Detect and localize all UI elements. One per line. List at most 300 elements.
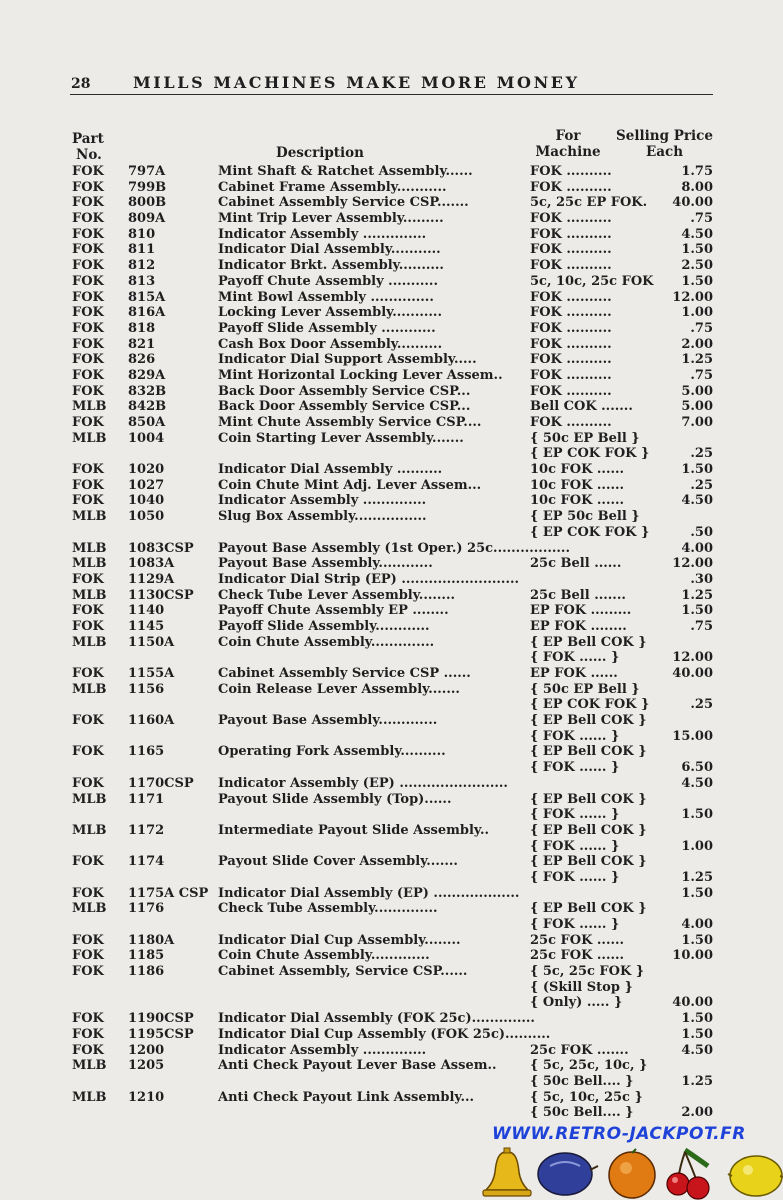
selling-price: .25 xyxy=(690,477,713,493)
table-row xyxy=(0,384,783,400)
part-number: 811 xyxy=(128,242,156,258)
machine: { EP Bell COK } xyxy=(530,854,647,870)
machine-header-line2: Machine xyxy=(535,144,601,160)
part-prefix: FOK xyxy=(72,854,104,870)
selling-price: 1.50 xyxy=(681,932,713,948)
table-row xyxy=(0,682,783,698)
part-description: Mint Horizontal Locking Lever Assem.. xyxy=(218,367,503,383)
part-number: 813 xyxy=(128,273,156,289)
part-description: Coin Chute Assembly............. xyxy=(218,948,430,964)
table-row xyxy=(0,321,783,337)
part-number: 821 xyxy=(128,336,156,352)
part-prefix: FOK xyxy=(72,775,104,791)
table-row xyxy=(0,603,783,619)
part-number: 1155A xyxy=(128,666,175,681)
machine: { Only) ..... } xyxy=(530,995,623,1011)
table-row xyxy=(0,823,783,839)
selling-price: 1.50 xyxy=(681,462,713,478)
table-row xyxy=(0,211,783,227)
machine: 5c, 25c EP FOK. xyxy=(530,195,648,211)
part-prefix: FOK xyxy=(72,383,104,399)
part-description: Coin Release Lever Assembly....... xyxy=(218,681,460,697)
part-description: Indicator Dial Support Assembly..... xyxy=(218,352,477,368)
part-number: 797A xyxy=(128,164,166,179)
part-description: Cabinet Assembly, Service CSP...... xyxy=(218,964,468,980)
selling-price: 12.00 xyxy=(672,650,713,666)
part-number: 1145 xyxy=(128,618,165,634)
part-number: 1020 xyxy=(128,462,165,478)
machine: 25c FOK ....... xyxy=(530,1042,629,1058)
machine: { 5c, 25c FOK } xyxy=(530,964,645,980)
part-number: 1165 xyxy=(128,744,165,760)
part-number: 1150A xyxy=(128,634,175,650)
table-row xyxy=(0,227,783,243)
part-number: 1174 xyxy=(128,854,165,870)
table-row xyxy=(0,462,783,478)
part-description: Coin Chute Assembly.............. xyxy=(218,634,435,650)
table-row xyxy=(0,713,783,729)
header-rule xyxy=(70,94,713,95)
part-description: Indicator Assembly (EP) ........................ xyxy=(218,775,508,791)
part-number: 850A xyxy=(128,415,166,430)
part-prefix: FOK xyxy=(72,462,104,478)
machine: FOK .......... xyxy=(530,179,612,195)
part-prefix: FOK xyxy=(72,320,104,336)
machine: { 50c EP Bell } xyxy=(530,681,640,697)
part-description: Payout Base Assembly............ xyxy=(218,556,433,572)
machine: { FOK ...... } xyxy=(530,869,620,885)
table-row xyxy=(0,195,783,211)
selling-price: .75 xyxy=(690,367,713,383)
table-row xyxy=(0,352,783,368)
table-row xyxy=(0,870,783,886)
selling-price: .75 xyxy=(690,320,713,336)
machine: { EP COK FOK } xyxy=(530,524,650,540)
selling-price: 4.00 xyxy=(681,917,713,932)
machine-header-line1: For xyxy=(555,128,581,144)
selling-price: 6.50 xyxy=(681,760,713,776)
part-prefix: FOK xyxy=(72,603,104,619)
machine: 10c FOK ...... xyxy=(530,493,625,509)
part-description: Indicator Brkt. Assembly.......... xyxy=(218,258,444,274)
part-prefix: MLB xyxy=(72,681,107,697)
machine: { EP Bell COK } xyxy=(530,713,647,729)
selling-price: 15.00 xyxy=(672,728,713,744)
selling-price: 2.50 xyxy=(681,258,713,274)
table-row xyxy=(0,886,783,902)
part-prefix: FOK xyxy=(72,211,104,227)
part-description: Payout Slide Assembly (Top)...... xyxy=(218,791,452,807)
table-row xyxy=(0,242,783,258)
part-number: 1160A xyxy=(128,713,175,729)
machine: { EP COK FOK } xyxy=(530,446,650,462)
machine: FOK .......... xyxy=(530,352,612,368)
part-number: 1190CSP xyxy=(128,1011,194,1027)
part-description: Indicator Dial Assembly........... xyxy=(218,242,441,258)
bell-icon xyxy=(483,1148,531,1196)
part-prefix: MLB xyxy=(72,399,107,415)
selling-price: 4.00 xyxy=(681,540,713,556)
part-prefix: MLB xyxy=(72,540,107,556)
machine: 10c FOK ...... xyxy=(530,462,625,478)
selling-price: 1.50 xyxy=(681,273,713,289)
machine: EP FOK ......... xyxy=(530,603,632,619)
part-prefix: FOK xyxy=(72,1026,104,1042)
part-prefix: MLB xyxy=(72,634,107,650)
selling-price: .30 xyxy=(690,571,713,587)
part-header-line2: No. xyxy=(76,147,102,163)
part-description: Anti Check Payout Link Assembly... xyxy=(218,1089,475,1105)
machine: 10c FOK ...... xyxy=(530,477,625,493)
table-row xyxy=(0,431,783,447)
selling-price: 5.00 xyxy=(681,383,713,399)
table-row xyxy=(0,556,783,572)
selling-price: 7.00 xyxy=(681,415,713,430)
table-row xyxy=(0,760,783,776)
machine: { FOK ...... } xyxy=(530,917,620,932)
machine: 25c Bell ...... xyxy=(530,556,622,572)
selling-price: 1.50 xyxy=(681,885,713,901)
part-prefix: MLB xyxy=(72,822,107,838)
part-number: 809A xyxy=(128,211,166,227)
lemon-icon xyxy=(728,1156,783,1196)
part-description: Indicator Dial Cup Assembly (FOK 25c).......... xyxy=(218,1026,551,1042)
part-number: 1083CSP xyxy=(128,540,194,556)
table-row xyxy=(0,164,783,180)
part-description: Intermediate Payout Slide Assembly.. xyxy=(218,822,490,838)
part-number: 800B xyxy=(128,195,167,211)
part-description: Cabinet Assembly Service CSP ...... xyxy=(218,666,471,681)
part-description: Indicator Assembly .............. xyxy=(218,1042,427,1058)
table-row xyxy=(0,1043,783,1059)
table-row xyxy=(0,697,783,713)
part-number: 1004 xyxy=(128,430,165,446)
part-number: 1195CSP xyxy=(128,1026,194,1042)
table-row xyxy=(0,948,783,964)
page-title: MILLS MACHINES MAKE MORE MONEY xyxy=(133,73,580,92)
part-number: 829A xyxy=(128,367,166,383)
selling-price: 1.50 xyxy=(681,1026,713,1042)
selling-price: 8.00 xyxy=(681,179,713,195)
part-number: 1186 xyxy=(128,964,165,980)
table-row xyxy=(0,729,783,745)
machine: { (Skill Stop } xyxy=(530,979,633,995)
machine: 25c FOK ...... xyxy=(530,948,625,964)
part-description: Indicator Dial Cup Assembly........ xyxy=(218,932,461,948)
machine: 5c, 10c, 25c FOK xyxy=(530,273,654,289)
selling-price: 4.50 xyxy=(681,226,713,242)
column-header-price xyxy=(612,128,717,160)
page-number: 28 xyxy=(71,76,91,92)
orange-icon xyxy=(609,1149,655,1198)
part-prefix: FOK xyxy=(72,964,104,980)
part-prefix: FOK xyxy=(72,744,104,760)
machine: EP FOK ...... xyxy=(530,666,618,681)
selling-price: 1.25 xyxy=(681,352,713,368)
part-prefix: FOK xyxy=(72,258,104,274)
selling-price: .75 xyxy=(690,618,713,634)
table-row xyxy=(0,1027,783,1043)
machine: { 5c, 10c, 25c } xyxy=(530,1089,643,1105)
part-description: Slug Box Assembly................ xyxy=(218,509,427,525)
part-description: Payout Base Assembly............. xyxy=(218,713,438,729)
part-description: Mint Bowl Assembly .............. xyxy=(218,289,434,305)
table-row xyxy=(0,1090,783,1106)
part-description: Back Door Assembly Service CSP... xyxy=(218,383,471,399)
part-description: Payoff Chute Assembly EP ........ xyxy=(218,603,449,619)
table-row xyxy=(0,305,783,321)
part-description: Indicator Dial Strip (EP) .......................... xyxy=(218,571,520,587)
selling-price: 5.00 xyxy=(681,399,713,415)
watermark-url[interactable]: WWW.RETRO-JACKPOT.FR xyxy=(492,1124,746,1144)
table-row xyxy=(0,854,783,870)
part-prefix: FOK xyxy=(72,164,104,179)
part-prefix: FOK xyxy=(72,273,104,289)
selling-price: 40.00 xyxy=(672,195,713,211)
machine: FOK .......... xyxy=(530,242,612,258)
table-row xyxy=(0,980,783,996)
machine: { 50c Bell.... } xyxy=(530,1073,634,1089)
part-number: 832B xyxy=(128,383,167,399)
part-prefix: FOK xyxy=(72,1011,104,1027)
machine: { 5c, 25c, 10c, } xyxy=(530,1058,648,1074)
selling-price: 4.50 xyxy=(681,493,713,509)
part-description: Indicator Assembly .............. xyxy=(218,493,427,509)
part-number: 1205 xyxy=(128,1058,165,1074)
selling-price: 4.50 xyxy=(681,775,713,791)
part-prefix: FOK xyxy=(72,477,104,493)
part-number: 816A xyxy=(128,305,166,321)
part-number: 842B xyxy=(128,399,167,415)
column-header-machine xyxy=(534,128,602,160)
part-prefix: FOK xyxy=(72,367,104,383)
column-header-part xyxy=(72,131,104,163)
part-prefix: MLB xyxy=(72,509,107,525)
machine: FOK .......... xyxy=(530,336,612,352)
selling-price: 1.00 xyxy=(681,838,713,854)
parts-table xyxy=(0,164,783,1121)
table-row xyxy=(0,588,783,604)
table-row xyxy=(0,901,783,917)
part-prefix: FOK xyxy=(72,948,104,964)
table-row xyxy=(0,1058,783,1074)
part-description: Cabinet Assembly Service CSP....... xyxy=(218,195,469,211)
part-prefix: FOK xyxy=(72,336,104,352)
part-number: 818 xyxy=(128,320,156,336)
selling-price: 40.00 xyxy=(672,995,713,1011)
table-row xyxy=(0,525,783,541)
part-description: Payoff Chute Assembly ........... xyxy=(218,273,438,289)
table-row xyxy=(0,917,783,933)
part-description: Indicator Dial Assembly (EP) ................... xyxy=(218,885,520,901)
machine: { FOK ...... } xyxy=(530,760,620,776)
table-row xyxy=(0,792,783,808)
machine: 25c Bell ....... xyxy=(530,587,626,603)
selling-price: .75 xyxy=(690,211,713,227)
part-header-line1: Part xyxy=(72,131,104,147)
part-prefix: FOK xyxy=(72,289,104,305)
table-row xyxy=(0,933,783,949)
table-row xyxy=(0,1074,783,1090)
part-number: 1175A CSP xyxy=(128,885,209,901)
table-row xyxy=(0,180,783,196)
part-description: Cabinet Frame Assembly........... xyxy=(218,179,447,195)
selling-price: 1.50 xyxy=(681,1011,713,1027)
plum-icon xyxy=(538,1153,598,1195)
selling-price: 40.00 xyxy=(672,666,713,681)
machine: FOK .......... xyxy=(530,383,612,399)
part-description: Mint Trip Lever Assembly......... xyxy=(218,211,444,227)
part-description: Operating Fork Assembly.......... xyxy=(218,744,446,760)
machine: 25c FOK ...... xyxy=(530,932,625,948)
part-description: Mint Shaft & Ratchet Assembly...... xyxy=(218,164,473,179)
part-prefix: MLB xyxy=(72,430,107,446)
part-prefix: MLB xyxy=(72,1058,107,1074)
machine: FOK .......... xyxy=(530,164,612,179)
machine: { FOK ...... } xyxy=(530,807,620,823)
machine: { EP Bell COK } xyxy=(530,634,647,650)
part-prefix: MLB xyxy=(72,901,107,917)
machine: { EP Bell COK } xyxy=(530,791,647,807)
part-description: Payoff Slide Assembly ............ xyxy=(218,320,436,336)
table-row xyxy=(0,776,783,792)
part-number: 826 xyxy=(128,352,156,368)
table-row xyxy=(0,274,783,290)
table-row xyxy=(0,744,783,760)
table-row xyxy=(0,964,783,980)
part-prefix: FOK xyxy=(72,305,104,321)
table-row xyxy=(0,995,783,1011)
machine: Bell COK ....... xyxy=(530,399,633,415)
part-number: 1130CSP xyxy=(128,587,194,603)
column-header-description: Description xyxy=(276,145,364,161)
cherries-icon xyxy=(667,1150,709,1199)
machine: FOK .......... xyxy=(530,305,612,321)
machine: FOK .......... xyxy=(530,415,612,430)
table-row xyxy=(0,572,783,588)
part-description: Indicator Dial Assembly (FOK 25c).............. xyxy=(218,1011,535,1027)
part-prefix: FOK xyxy=(72,493,104,509)
table-row xyxy=(0,666,783,682)
selling-price: 1.25 xyxy=(681,869,713,885)
table-row xyxy=(0,650,783,666)
part-description: Payoff Slide Assembly............ xyxy=(218,618,430,634)
machine: { EP Bell COK } xyxy=(530,822,647,838)
part-description: Payout Slide Cover Assembly....... xyxy=(218,854,458,870)
selling-price: 1.25 xyxy=(681,1073,713,1089)
machine: { FOK ...... } xyxy=(530,838,620,854)
table-row xyxy=(0,839,783,855)
selling-price: .25 xyxy=(690,697,713,713)
part-number: 1171 xyxy=(128,791,165,807)
part-prefix: MLB xyxy=(72,587,107,603)
part-prefix: FOK xyxy=(72,415,104,430)
fruit-icons xyxy=(480,1146,783,1200)
table-row xyxy=(0,368,783,384)
table-row xyxy=(0,415,783,431)
part-prefix: FOK xyxy=(72,242,104,258)
machine: FOK .......... xyxy=(530,211,612,227)
part-prefix: FOK xyxy=(72,571,104,587)
part-prefix: MLB xyxy=(72,791,107,807)
machine: FOK .......... xyxy=(530,320,612,336)
part-description: Locking Lever Assembly........... xyxy=(218,305,442,321)
part-description: Payout Base Assembly (1st Oper.) 25c................. xyxy=(218,540,570,556)
table-row xyxy=(0,1011,783,1027)
machine: FOK .......... xyxy=(530,226,612,242)
part-number: 1170CSP xyxy=(128,775,194,791)
part-prefix: MLB xyxy=(72,556,107,572)
part-number: 799B xyxy=(128,179,167,195)
part-description: Check Tube Assembly.............. xyxy=(218,901,438,917)
part-number: 1180A xyxy=(128,932,175,948)
machine: EP FOK ........ xyxy=(530,618,627,634)
selling-price: 10.00 xyxy=(672,948,713,964)
part-number: 1040 xyxy=(128,493,165,509)
selling-price: .25 xyxy=(690,446,713,462)
machine: { EP COK FOK } xyxy=(530,697,650,713)
machine: { EP Bell COK } xyxy=(530,744,647,760)
part-prefix: FOK xyxy=(72,352,104,368)
part-prefix: FOK xyxy=(72,1042,104,1058)
part-prefix: FOK xyxy=(72,713,104,729)
machine: { FOK ...... } xyxy=(530,728,620,744)
price-header-line2: Each xyxy=(645,144,684,160)
part-number: 815A xyxy=(128,289,166,305)
selling-price: 2.00 xyxy=(681,336,713,352)
part-prefix: FOK xyxy=(72,226,104,242)
table-row xyxy=(0,541,783,557)
table-row xyxy=(0,807,783,823)
part-description: Coin Starting Lever Assembly....... xyxy=(218,430,464,446)
selling-price: 12.00 xyxy=(672,289,713,305)
part-number: 1185 xyxy=(128,948,165,964)
machine: FOK .......... xyxy=(530,258,612,274)
selling-price: 4.50 xyxy=(681,1042,713,1058)
selling-price: 1.00 xyxy=(681,305,713,321)
part-number: 810 xyxy=(128,226,156,242)
selling-price: .50 xyxy=(690,524,713,540)
part-description: Cash Box Door Assembly.......... xyxy=(218,336,443,352)
table-row xyxy=(0,258,783,274)
part-description: Indicator Dial Assembly .......... xyxy=(218,462,443,478)
part-number: 1210 xyxy=(128,1089,165,1105)
machine: FOK .......... xyxy=(530,289,612,305)
part-description: Coin Chute Mint Adj. Lever Assem... xyxy=(218,477,482,493)
part-number: 1200 xyxy=(128,1042,165,1058)
part-prefix: FOK xyxy=(72,932,104,948)
part-number: 1176 xyxy=(128,901,165,917)
table-row xyxy=(0,446,783,462)
part-prefix: FOK xyxy=(72,885,104,901)
selling-price: 2.00 xyxy=(681,1105,713,1121)
part-description: Check Tube Lever Assembly........ xyxy=(218,587,455,603)
part-number: 1156 xyxy=(128,681,165,697)
selling-price: 1.50 xyxy=(681,807,713,823)
part-prefix: FOK xyxy=(72,195,104,211)
part-number: 1172 xyxy=(128,822,165,838)
part-number: 1140 xyxy=(128,603,165,619)
selling-price: 12.00 xyxy=(672,556,713,572)
part-prefix: FOK xyxy=(72,666,104,681)
machine: { 50c EP Bell } xyxy=(530,430,640,446)
table-row xyxy=(0,337,783,353)
selling-price: 1.25 xyxy=(681,587,713,603)
part-prefix: MLB xyxy=(72,1089,107,1105)
part-number: 812 xyxy=(128,258,156,274)
price-header-line1: Selling Price xyxy=(616,128,713,144)
table-row xyxy=(0,509,783,525)
